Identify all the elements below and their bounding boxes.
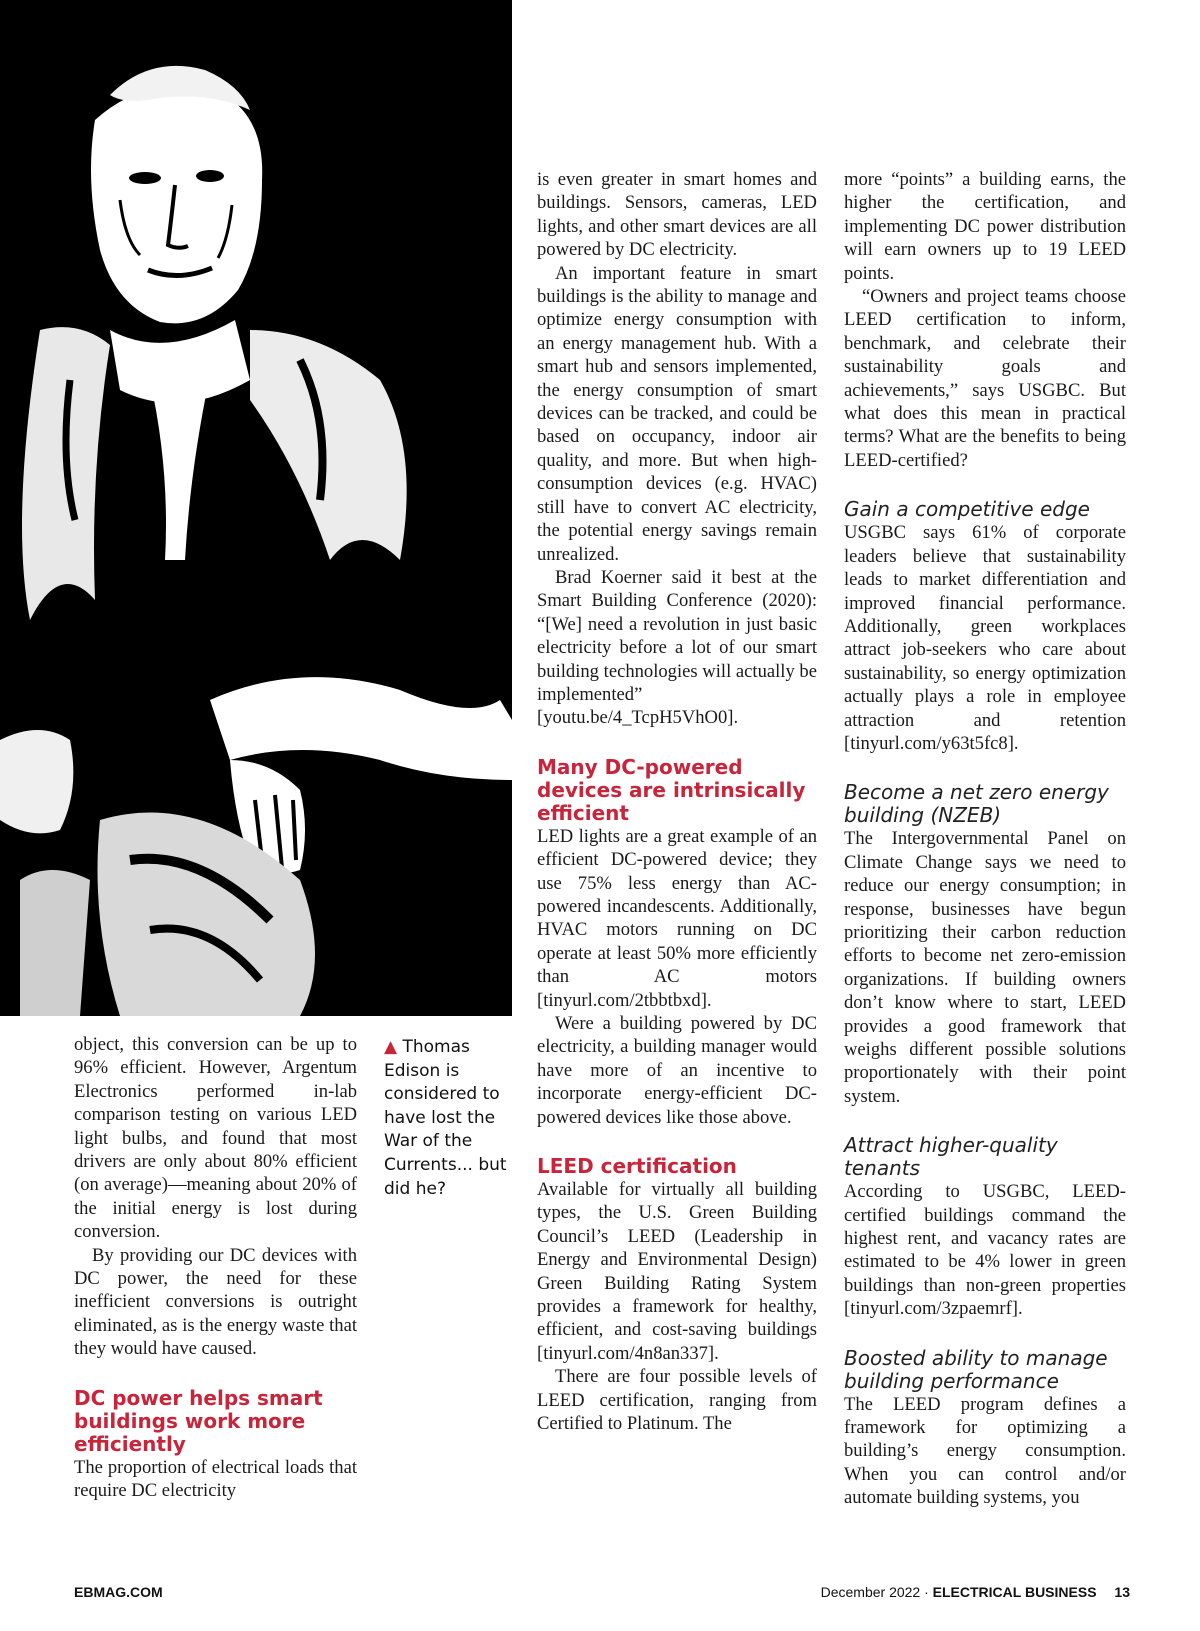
- photo-caption: [384, 1036, 514, 1201]
- column-3: [844, 168, 1126, 1510]
- paragraph: Were a building powered by DC electricity, a building manager would have more of an incentive to incorporate energy-efficient DC-powered devices like those above.: [537, 1013, 817, 1128]
- footer-date: December 2022 ·: [820, 1584, 929, 1600]
- paragraph: By providing our DC devices with DC power, the need for these inefficient conversions is outright eliminated, as is the energy waste that they would have caused.: [74, 1244, 357, 1360]
- paragraph: Available for virtually all building types, the U.S. Green Building Council’s LEED (Leadership in Energy and Environmental Design) Green Building Rating System provides a framework for healthy, efficient, and cost-saving buildings [tinyurl.com/4n8an337].: [537, 1179, 817, 1364]
- paragraph: is even greater in smart homes and buildings. Sensors, cameras, LED lights, and other smart devices are all powered by DC electricity.: [537, 169, 817, 261]
- footer-right: [821, 1584, 1130, 1600]
- subheading: Boosted ability to manage building performance: [844, 1345, 1108, 1393]
- portrait-photo: [0, 0, 512, 1016]
- section-heading: Many DC-powered devices are intrinsically efficient: [537, 754, 806, 825]
- paragraph: Brad Koerner said it best at the Smart Building Conference (2020): “[We] need a revolution in just basic electricity before a lot of our smart building technologies will actually be implemented” [youtu.be/4_TcpH5VhO0].: [537, 566, 817, 729]
- paragraph: The Intergovernmental Panel on Climate Change says we need to reduce our energy consumption; in response, businesses have begun prioritizing their carbon reduction efforts to become net zero-emission organizations. If building owners don’t know where to start, LEED provides a good framework that weighs different possible solutions proportionately with their point system.: [844, 828, 1126, 1107]
- paragraph: object, this conversion can be up to 96% efficient. However, Argentum Electronics performed in-lab comparison testing on various LED light bulbs, and found that most drivers are only about 80% efficient (on average)—meaning about 20% of the initial energy is lost during conversion.: [74, 1034, 357, 1243]
- subheading: Attract higher-quality tenants: [844, 1133, 1058, 1181]
- paragraph: USGBC says 61% of corporate leaders believe that sustainability leads to market differentiation and improved financial performance. Additionally, green workplaces attract job-seekers who care about sustainability, so energy optimization actually plays a role in employee attraction and retention [tinyurl.com/y63t5fc8].: [844, 522, 1126, 754]
- footer-site: EBMAG.COM: [74, 1584, 163, 1600]
- paragraph: LED lights are a great example of an efficient DC-powered device; they use 75% less energy than AC-powered incandescents. Additionally, HVAC motors running on DC operate at least 50% more efficiently than AC motors [tinyurl.com/2tbbtbxd].: [537, 825, 817, 1011]
- paragraph: An important feature in smart buildings is the ability to manage and optimize energy consumption with an energy management hub. With a smart hub and sensors implemented, the energy consumption of smart devices can be tracked, and could be based on occupancy, indoor air quality, and more. But when high-consumption devices (e.g. HVAC) still have to convert AC electricity, the potential energy savings remain unrealized.: [537, 262, 817, 565]
- subheading: Gain a competitive edge: [844, 497, 1090, 522]
- paragraph: There are four possible levels of LEED certification, ranging from Certified to Platinum. The: [537, 1366, 817, 1435]
- caption-marker-icon: ▲: [384, 1037, 398, 1057]
- paragraph: The proportion of electrical loads that require DC electricity: [74, 1456, 357, 1502]
- paragraph: The LEED program defines a framework for optimizing a building’s energy consumption. When you can control and/or automate building systems, you: [844, 1393, 1126, 1509]
- paragraph: According to USGBC, LEED-certified buildings command the highest rent, and vacancy rates are estimated to be 4% lower in green buildings than non-green properties [tinyurl.com/3zpaemrf].: [844, 1181, 1126, 1320]
- footer-page-number: 13: [1114, 1584, 1130, 1600]
- section-heading: LEED certification: [537, 1154, 737, 1179]
- paragraph: more “points” a building earns, the higher the certification, and implementing DC power distribution will earn owners up to 19 LEED points.: [844, 169, 1126, 284]
- paragraph: “Owners and project teams choose LEED certification to inform, benchmark, and celebrate their sustainability goals and achievements,” says USGBC. But what does this mean in practical terms? What are the benefits to being LEED-certified?: [844, 286, 1126, 471]
- section-heading: DC power helps smart buildings work more efficiently: [74, 1385, 323, 1456]
- subheading: Become a net zero energy building (NZEB): [844, 780, 1109, 828]
- column-1: [74, 1033, 357, 1503]
- portrait-image: [0, 0, 512, 1016]
- caption-text: Thomas Edison is considered to have lost the War of the Currents... but did he?: [384, 1037, 507, 1199]
- column-2: [537, 168, 817, 1436]
- footer-magazine: ELECTRICAL BUSINESS: [932, 1584, 1097, 1600]
